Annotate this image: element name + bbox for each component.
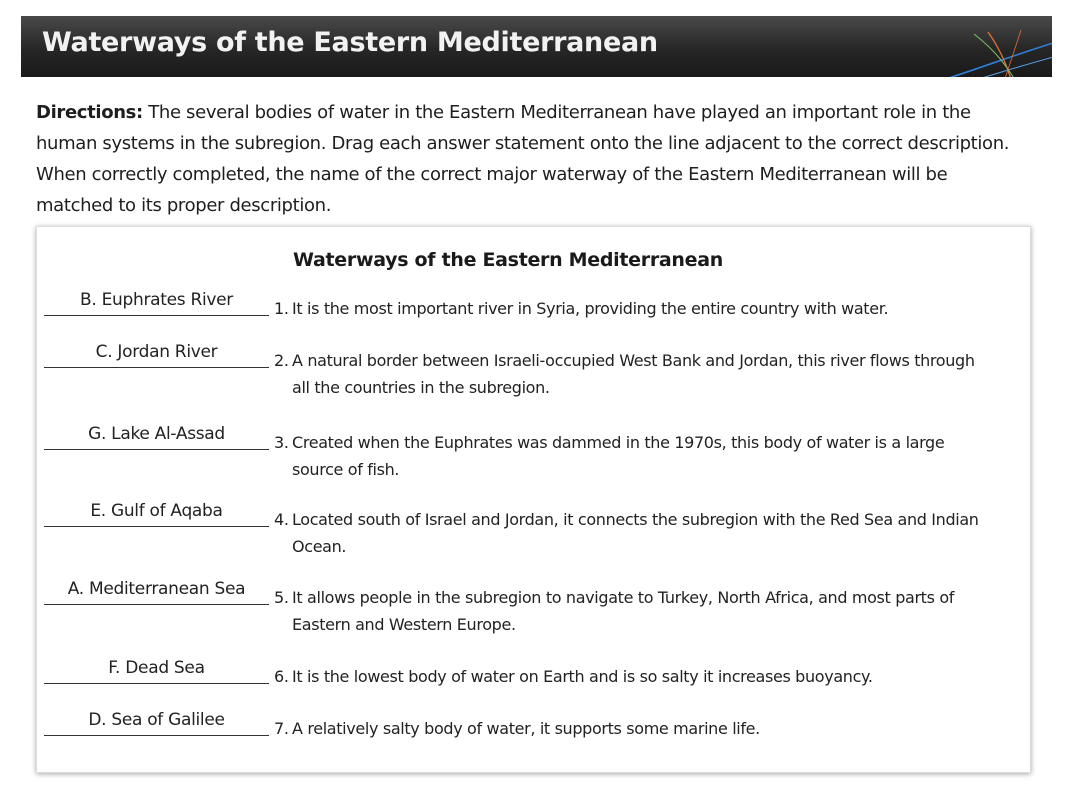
- description-4: [274, 506, 994, 560]
- directions-paragraph: [36, 97, 1026, 221]
- description-text: It allows people in the subregion to navigate to Turkey, North Africa, and most parts of Eastern and Western Europe.: [292, 588, 955, 634]
- answer-slot-1[interactable]: [44, 289, 269, 316]
- description-number: 6.: [274, 667, 289, 686]
- description-1: [274, 295, 994, 322]
- description-number: 2.: [274, 351, 289, 370]
- decorative-swoosh-icon: [926, 30, 1052, 77]
- page-title: Waterways of the Eastern Mediterranean: [42, 27, 658, 58]
- answer-slot-3[interactable]: [44, 423, 269, 450]
- description-3: [274, 429, 994, 483]
- answer-statement[interactable]: B. Euphrates River: [80, 290, 233, 310]
- answer-slot-4[interactable]: [44, 500, 269, 527]
- description-text: It is the most important river in Syria, providing the entire country with water.: [292, 299, 889, 318]
- answer-statement[interactable]: D. Sea of Galilee: [88, 710, 225, 730]
- description-number: 1.: [274, 299, 289, 318]
- description-text: Created when the Euphrates was dammed in the 1970s, this body of water is a large source of fish.: [292, 433, 945, 479]
- description-number: 4.: [274, 510, 289, 529]
- directions-text: The several bodies of water in the Eastern Mediterranean have played an important role in the human systems in the subregion. Drag each answer statement onto the line adjacent to the correct description. When correctly completed, the name of the correct major waterway of the Eastern Mediterranean will be matched to its proper description.: [36, 102, 1010, 216]
- description-number: 3.: [274, 433, 289, 452]
- answer-statement[interactable]: C. Jordan River: [95, 342, 218, 362]
- description-5: [274, 584, 994, 638]
- description-text: It is the lowest body of water on Earth and is so salty it increases buoyancy.: [292, 667, 873, 686]
- answer-statement[interactable]: E. Gulf of Aqaba: [90, 501, 223, 521]
- answer-slot-7[interactable]: [44, 709, 269, 736]
- answer-statement[interactable]: F. Dead Sea: [108, 658, 205, 678]
- matching-activity-panel: [36, 226, 1031, 773]
- header-bar: [21, 16, 1052, 77]
- description-number: 5.: [274, 588, 289, 607]
- answer-slot-5[interactable]: [44, 578, 269, 605]
- answer-statement[interactable]: G. Lake Al-Assad: [88, 424, 225, 444]
- answer-statement[interactable]: A. Mediterranean Sea: [67, 579, 246, 599]
- description-2: [274, 347, 994, 401]
- description-text: A natural border between Israeli-occupied West Bank and Jordan, this river flows through all the countries in the subregion.: [292, 351, 975, 397]
- answer-slot-2[interactable]: [44, 341, 269, 368]
- description-text: Located south of Israel and Jordan, it connects the subregion with the Red Sea and Indian Ocean.: [292, 510, 979, 556]
- activity-title: Waterways of the Eastern Mediterranean: [293, 249, 723, 271]
- answer-slot-6[interactable]: [44, 657, 269, 684]
- directions-label: Directions:: [36, 102, 143, 123]
- description-text: A relatively salty body of water, it supports some marine life.: [292, 719, 760, 738]
- description-7: [274, 715, 994, 742]
- description-number: 7.: [274, 719, 289, 738]
- description-6: [274, 663, 994, 690]
